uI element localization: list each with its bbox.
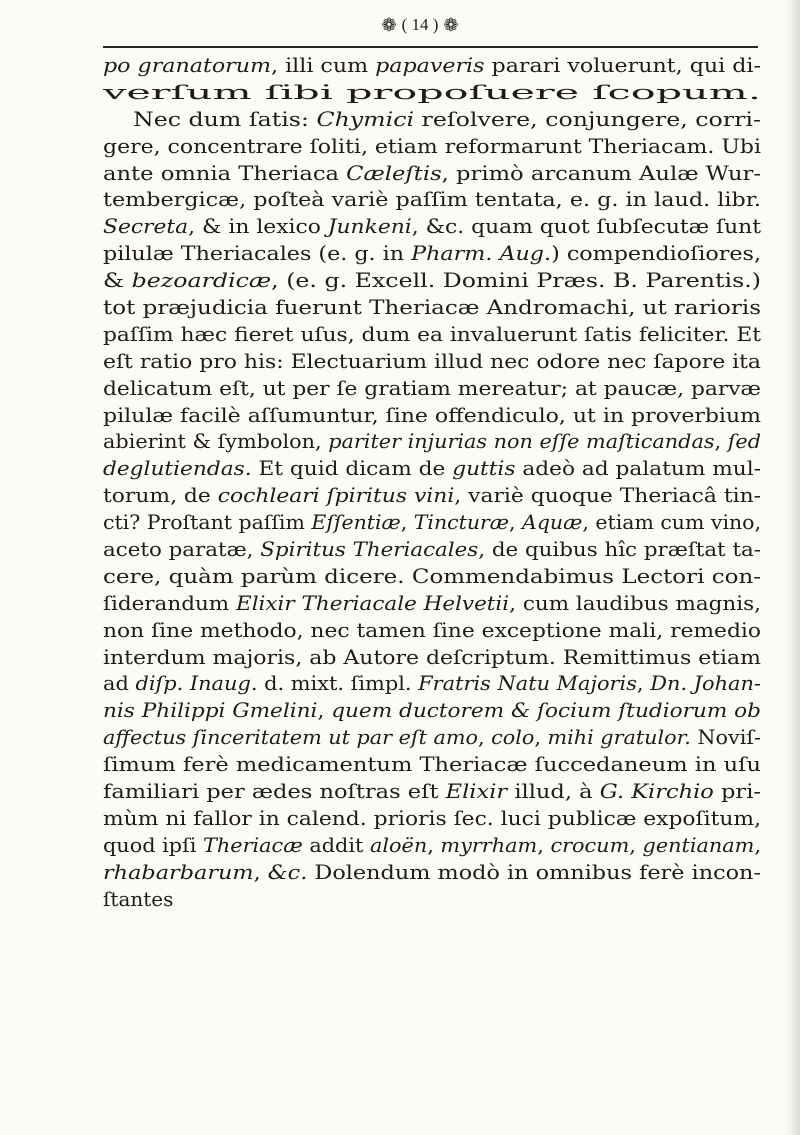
italic-text-segment: G. Kirchio <box>599 779 714 804</box>
text-segment: , de quibus hîc præſtat ta- <box>478 537 762 562</box>
ornament-right-icon: ❁ <box>443 15 459 36</box>
italic-text-segment: ſed <box>727 429 761 454</box>
text-segment: , <box>427 832 441 857</box>
text-line <box>103 778 763 805</box>
italic-text-segment: Aquæ <box>522 510 583 535</box>
text-line <box>103 348 763 375</box>
text-segment: , <box>714 429 728 454</box>
text-line <box>103 536 763 563</box>
text-segment: , variè quoque Theriacâ tin- <box>454 483 761 508</box>
text-segment: , (e. g. Excell. Domini Præs. B. Parentis.) <box>271 268 761 293</box>
text-line <box>103 670 763 697</box>
italic-text-segment: affectus ſinceritatem ut par eſt amo <box>103 725 478 750</box>
italic-text-segment: cochleari ſpiritus vini <box>217 483 455 508</box>
text-line <box>103 375 763 402</box>
text-line <box>103 832 763 859</box>
italic-text-segment: Pharm. Aug. <box>411 241 552 266</box>
header-rule <box>103 46 758 48</box>
italic-text-segment: pariter injurias non eſſe maſticandas <box>328 429 715 454</box>
text-segment: mùm ni fallor in calend. prioris ſec. luci publicæ expoſitum, <box>103 805 761 830</box>
text-line <box>103 482 763 509</box>
text-segment: reſolvere, conjungere, corri- <box>414 106 761 131</box>
ornament-left-icon: ❁ <box>381 15 397 36</box>
text-segment: Dolendum modò in omnibus ferè incon- <box>307 859 761 884</box>
text-segment: abierint & ſymbolon, <box>103 429 329 454</box>
text-segment: parari voluerunt, qui di- <box>484 53 761 77</box>
text-segment: cti? Proſtant paſſim <box>103 510 312 535</box>
text-segment: , <box>253 859 268 884</box>
text-segment: pri- <box>713 779 761 804</box>
text-segment: , & in lexico <box>188 214 328 239</box>
text-segment: delicatum eſt, ut per ſe gratiam mereatur; at paucæ, parvæ <box>103 375 761 400</box>
text-segment: cere, quàm parùm dicere. Commendabimus Lectori con- <box>103 563 761 588</box>
text-segment: eſt ratio pro his: Electuarium illud nec odore nec ſapore ita <box>103 348 761 373</box>
text-line <box>103 186 763 213</box>
text-segment: adeò ad palatum mul- <box>515 456 761 481</box>
italic-text-segment: aloën <box>369 832 428 857</box>
text-line <box>103 590 763 617</box>
italic-text-segment: nis Philippi Gmelini <box>103 698 318 723</box>
text-segment: , illi cum <box>271 53 376 77</box>
text-segment: , <box>509 510 523 535</box>
italic-text-segment: Tincturæ <box>413 510 510 535</box>
text-segment: , cum laudibus magnis, <box>509 590 761 615</box>
italic-text-segment: Theriacæ <box>203 832 303 857</box>
text-segment: familiari per ædes noſtras eſt <box>103 779 446 804</box>
text-segment: ad <box>103 671 136 696</box>
text-segment: Et quid dicam de <box>251 456 453 481</box>
italic-text-segment: diſp. Inaug. <box>135 671 258 696</box>
text-segment: ſiderandum <box>103 590 237 615</box>
text-segment: tot præjudicia fuerunt Theriacæ Andromachi, ut rarioris <box>103 295 761 320</box>
text-line <box>103 213 763 240</box>
text-segment: ) compendioſiores, <box>551 241 761 266</box>
text-segment: ſtantes <box>103 886 174 911</box>
italic-text-segment: Chymici <box>316 106 415 131</box>
text-segment: paſſim hæc fieret uſus, dum ea invaluerunt ſatis feliciter. Et <box>103 321 762 346</box>
italic-text-segment: Cæleſtis <box>346 160 442 185</box>
text-line <box>103 724 763 751</box>
text-segment: , etiam cum vino, <box>582 510 761 535</box>
text-segment: Nec dum ſatis: <box>133 106 317 131</box>
text-segment: pilulæ Theriacales (e. g. in <box>103 241 412 266</box>
text-line <box>103 240 763 267</box>
text-line <box>103 697 763 724</box>
text-segment: ſimum ferè medicamentum Theriacæ ſuccedaneum in uſu <box>103 752 761 777</box>
text-line <box>103 509 763 536</box>
text-segment: ante omnia Theriaca <box>103 160 347 185</box>
text-line <box>103 321 763 348</box>
text-segment: gere, concentrare ſoliti, etiam reformarunt Theriacam. Ubi <box>103 133 761 158</box>
text-line <box>103 805 763 832</box>
text-line <box>103 52 763 79</box>
italic-text-segment: rhabarbarum <box>103 859 254 884</box>
italic-text-segment: Junkeni <box>327 214 412 239</box>
text-line <box>103 886 763 913</box>
italic-text-segment: Spiritus Theriacales <box>260 537 479 562</box>
text-line <box>103 133 763 160</box>
italic-text-segment: papaveris <box>375 53 485 77</box>
text-segment: & <box>103 268 132 293</box>
text-segment: non ſine methodo, nec tamen ſine exceptione mali, remedio <box>103 617 761 642</box>
text-segment: , <box>636 671 651 696</box>
text-segment: torum, de <box>103 483 218 508</box>
text-line <box>103 160 763 187</box>
text-segment: interdum majoris, ab Autore deſcriptum. Remittimus etiam <box>103 644 761 669</box>
text-line <box>103 617 763 644</box>
italic-text-segment: &c. <box>267 859 308 884</box>
italic-text-segment: colo <box>491 725 535 750</box>
text-line <box>103 751 763 778</box>
page-header <box>0 8 800 44</box>
page-number-line <box>360 10 480 38</box>
text-segment: , <box>534 725 548 750</box>
text-line <box>103 106 763 133</box>
text-segment: quod ipſi <box>103 832 204 857</box>
text-segment: , <box>477 725 492 750</box>
italic-text-segment: mihi gratulor. <box>547 725 691 750</box>
text-line <box>103 428 763 455</box>
italic-text-segment: guttis <box>452 456 516 481</box>
italic-text-segment: Dn. Johan- <box>650 671 761 696</box>
text-line <box>103 402 763 429</box>
text-segment: pilulæ facilè aſſumuntur, ſine offendiculo, ut in proverbium <box>103 402 761 427</box>
body-text <box>103 52 763 913</box>
text-segment: d. mixt. ſimpl. <box>257 671 419 696</box>
text-line <box>103 644 763 671</box>
text-segment: , <box>754 832 761 857</box>
italic-text-segment: Elixir <box>445 779 508 804</box>
page-number: ( 14 ) <box>401 15 439 34</box>
text-segment: tembergicæ, poſteà variè paſſim tentata, e. g. in laud. libr. <box>103 187 761 212</box>
text-segment: illud, à <box>507 779 600 804</box>
italic-text-segment: gentianam <box>642 832 755 857</box>
text-segment: addit <box>302 832 370 857</box>
text-line <box>103 79 763 106</box>
italic-text-segment: deglutiendas. <box>103 456 252 481</box>
text-segment: , <box>317 698 332 723</box>
italic-text-segment: bezoardicæ <box>131 268 272 293</box>
text-segment: , primò arcanum Aulæ Wur- <box>441 160 761 185</box>
text-segment: verſum ſibi propoſuere ſcopum. <box>103 79 761 104</box>
italic-text-segment: quem ductorem & ſocium ſtudiorum ob <box>331 698 762 723</box>
italic-text-segment: myrrham <box>440 832 538 857</box>
text-line <box>103 859 763 886</box>
text-segment: aceto paratæ, <box>103 537 261 562</box>
text-line <box>103 294 763 321</box>
italic-text-segment: Eſſentiæ <box>311 510 401 535</box>
text-segment: Noviſ- <box>690 725 761 750</box>
text-line <box>103 267 763 294</box>
italic-text-segment: Fratris Natu Majoris <box>418 671 637 696</box>
text-segment: , &c. quam quot ſubſecutæ ſunt <box>411 214 761 239</box>
italic-text-segment: Elixir Theriacale Helvetii <box>236 590 510 615</box>
text-line <box>103 455 763 482</box>
italic-text-segment: po granatorum <box>103 53 272 77</box>
text-line <box>103 563 763 590</box>
text-segment: , <box>537 832 551 857</box>
italic-text-segment: crocum <box>550 832 630 857</box>
page-edge-shadow <box>786 0 800 1135</box>
text-segment: , <box>400 510 414 535</box>
italic-text-segment: Secreta <box>103 214 189 239</box>
text-segment: , <box>629 832 643 857</box>
